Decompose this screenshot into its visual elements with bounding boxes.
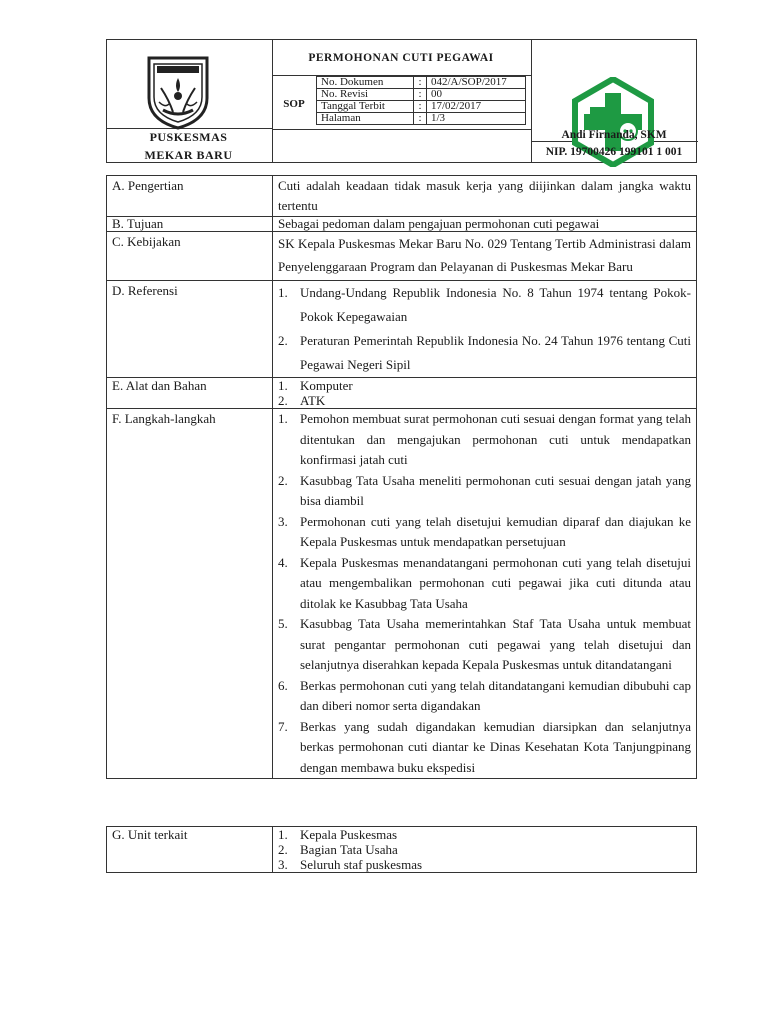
section-label: B. Tujuan [107,217,273,232]
item-text: Komputer [300,378,353,393]
meta-value: 17/02/2017 [427,101,526,113]
item-text: Permohonan cuti yang telah disetujui kemudian diparaf dan diajukan ke Kepala Puskesmas untuk mendapatkan persetujuan [300,513,691,549]
org-name-line1: PUSKESMAS [149,130,228,144]
meta-key: No. Dokumen [317,77,414,89]
section-label: G. Unit terkait [107,827,273,873]
item-number: 2. [278,842,288,857]
item-number: 2. [278,393,288,408]
section-list-cell [273,281,697,378]
item-number: 3. [278,513,288,529]
item-text: Undang-Undang Republik Indonesia No. 8 Tahun 1974 tentang Pokok-Pokok Kepegawaian [300,285,691,324]
document-title: PERMOHONAN CUTI PEGAWAI [308,52,494,64]
sop-content-table [106,175,697,779]
item-number: 1. [278,411,288,426]
item-text: ATK [300,393,326,408]
section-label: A. Pengertian [107,176,273,217]
section-text: Sebagai pedoman dalam pengajuan permohonan cuti pegawai [273,217,697,232]
section-text: Cuti adalah keadaan tidak masuk kerja yang diijinkan dalam jangka waktu tertentu [273,176,697,217]
section-row-langkah [107,409,697,779]
related-units-table [106,826,697,873]
item-text: Kasubbag Tata Usaha meneliti permohonan cuti sesuai dengan jatah yang bisa diambil [300,472,691,508]
item-number: 7. [278,718,288,734]
meta-colon: : [414,77,427,89]
meta-value: 00 [427,89,526,101]
section-row-referensi [107,281,697,378]
item-text: Peraturan Pemerintah Republik Indonesia No. 24 Tahun 1976 tentang Cuti Pegawai Negeri Sipil [300,333,691,372]
meta-value: 042/A/SOP/2017 [427,77,526,89]
section-row-alat [107,378,697,409]
item-number: 2. [278,472,288,488]
item-number: 3. [278,857,288,872]
item-number: 1. [278,285,288,300]
document-meta-table [316,76,526,125]
org-name-line2: MEKAR BARU [144,148,233,162]
list-item [278,827,691,842]
section-label: F. Langkah-langkah [107,409,273,779]
list-item [278,393,691,408]
section-text: SK Kepala Puskesmas Mekar Baru No. 029 Tentang Tertib Administrasi dalam Penyelenggaraan Program dan Pelayanan di Puskesmas Mekar Baru [273,232,697,281]
item-number: 1. [278,378,288,393]
reference-list [278,281,691,377]
section-list-cell [273,409,697,779]
regional-emblem-icon [143,52,213,130]
item-number: 6. [278,677,288,693]
meta-key: No. Revisi [317,89,414,101]
section-row-pengertian [107,176,697,217]
item-text: Berkas yang sudah digandakan kemudian diarsipkan dan selanjutnya berkas permohonan cuti diantar ke Dinas Kesehatan Kota Tanjungpinang dengan membawa buku ekspedisi [300,718,691,775]
section-row-unit [107,827,697,873]
item-text: Seluruh staf puskesmas [300,857,423,872]
list-item [278,614,691,676]
item-text: Pemohon membuat surat permohonan cuti sesuai dengan format yang telah ditentukan dan mengajukan permohonan cuti untuk mendapatkan konfirmasi jatah cuti [300,411,691,467]
item-number: 1. [278,827,288,842]
meta-key: Tanggal Terbit [317,101,414,113]
list-item [278,842,691,857]
item-number: 2. [278,333,288,348]
list-item [278,409,691,471]
section-row-kebijakan [107,232,697,281]
list-item [278,512,691,553]
list-item [278,281,691,329]
meta-row [317,89,526,101]
units-list [278,827,691,872]
meta-colon: : [414,89,427,101]
signatory-nip: NIP. 19700426 199101 1 001 [545,146,683,158]
list-item [278,471,691,512]
header-divider [272,129,531,130]
sop-label: SOP [283,98,305,110]
item-number: 4. [278,554,288,570]
meta-value: 1/3 [427,113,526,125]
list-item [278,676,691,717]
header-divider [531,40,532,162]
steps-list [278,409,691,778]
section-label: E. Alat dan Bahan [107,378,273,409]
list-item [278,553,691,615]
item-text: Bagian Tata Usaha [300,842,398,857]
meta-colon: : [414,113,427,125]
item-text: Berkas permohonan cuti yang telah ditandatangani kemudian dibubuhi cap dan diberi nomor serta digandakan [300,677,691,713]
list-item [278,717,691,779]
meta-row [317,113,526,125]
meta-key: Halaman [317,113,414,125]
list-item [278,329,691,377]
item-text: Kepala Puskesmas [300,827,398,842]
meta-row [317,77,526,89]
list-item [278,378,691,393]
tools-list [278,378,691,408]
section-label: C. Kebijakan [107,232,273,281]
section-list-cell [273,378,697,409]
item-text: Kasubbag Tata Usaha memerintahkan Staf Tata Usaha untuk membuat surat pengantar permohonan cuti pegawai yang telah disetujui dan selanjutnya diserahkan kepada Kepala Puskesmas untuk ditandatangani [300,616,691,672]
meta-colon: : [414,101,427,113]
item-number: 5. [278,616,288,631]
item-text: Kepala Puskesmas menandatangani permohonan cuti yang telah disetujui atau mengembalikan permohonan cuti pegawai jika cuti ditunda atau ditolak ke Kasubbag Tata Usaha [300,554,691,611]
signatory-name: Andi Firnanda, SKM [561,129,667,141]
section-row-tujuan [107,217,697,232]
meta-row [317,101,526,113]
section-list-cell [273,827,697,873]
section-label: D. Referensi [107,281,273,378]
list-item [278,857,691,872]
